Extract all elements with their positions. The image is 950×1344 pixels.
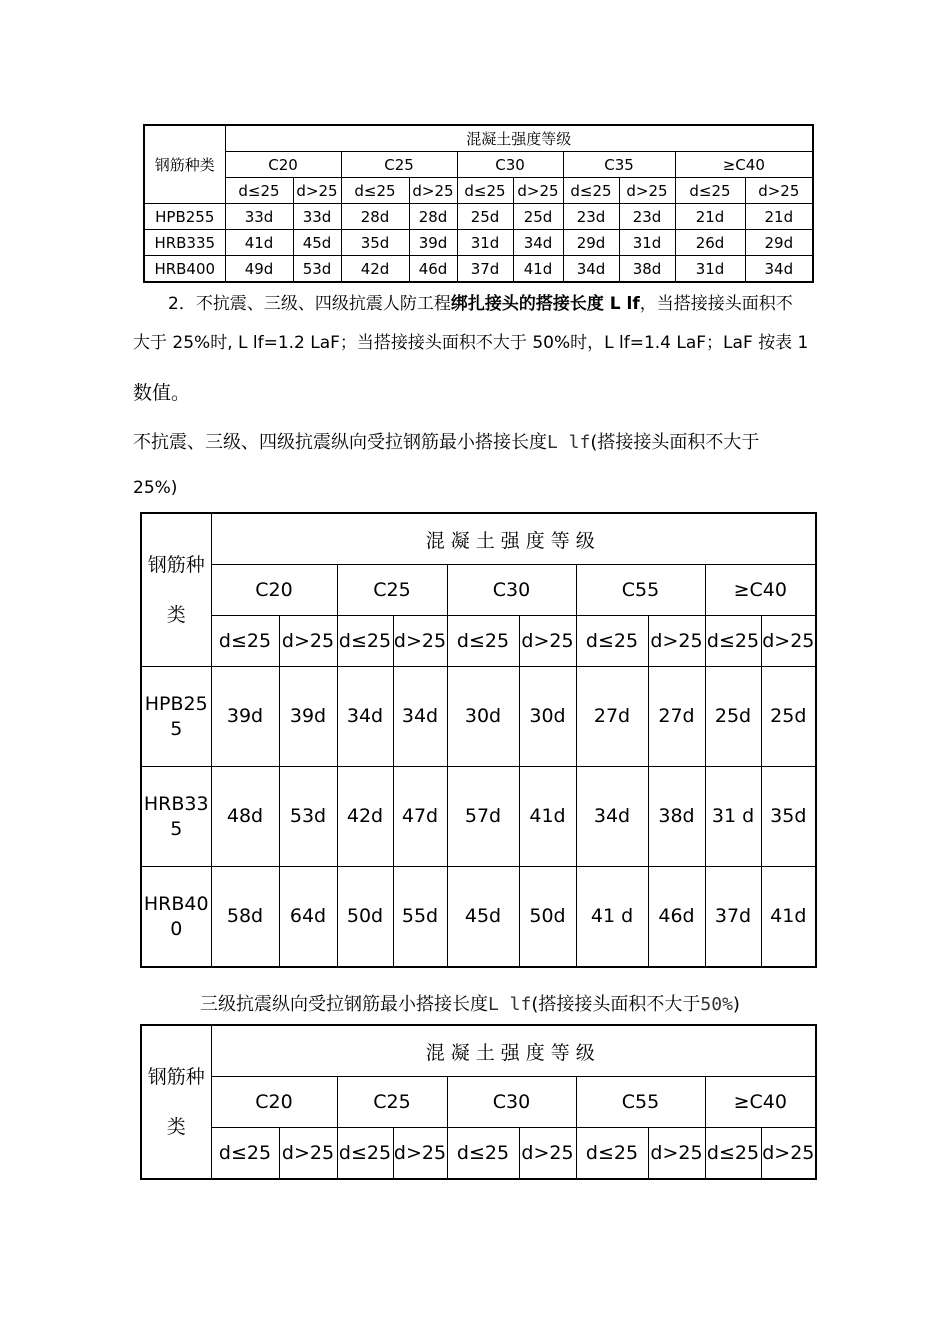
- paragraph-line: [168, 289, 793, 314]
- cell: 46d: [648, 867, 705, 968]
- grade-header: C25: [337, 1077, 447, 1128]
- grade-header: C25: [341, 152, 457, 178]
- title-text: (搭接接头面积不大于: [590, 432, 760, 453]
- sub-header: d≤25: [211, 1128, 279, 1180]
- cell: 41d: [761, 867, 816, 968]
- grade-header: C55: [576, 565, 705, 616]
- cell: 21d: [675, 204, 745, 230]
- row-header: [141, 1025, 211, 1179]
- table-lap-length-3: [140, 1024, 817, 1180]
- sub-header: d>25: [393, 1128, 447, 1180]
- cell: 33d: [293, 204, 341, 230]
- sub-header: d>25: [409, 178, 457, 204]
- cell: 41d: [225, 230, 293, 256]
- steel-type-line: 5: [170, 817, 183, 840]
- sub-header: d>25: [393, 616, 447, 667]
- sub-header: d≤25: [337, 1128, 393, 1180]
- cell: 35d: [761, 767, 816, 867]
- sub-header: d≤25: [675, 178, 745, 204]
- sub-header: d>25: [648, 616, 705, 667]
- cell: 37d: [457, 256, 513, 283]
- cell: 41 d: [576, 867, 648, 968]
- cell: 41d: [513, 256, 563, 283]
- grade-header: ≥C40: [705, 1077, 816, 1128]
- cell: 49d: [225, 256, 293, 283]
- cell: 31d: [675, 256, 745, 283]
- table-title: [200, 990, 740, 1016]
- steel-type: HRB335: [144, 230, 225, 256]
- sub-header: d>25: [761, 616, 816, 667]
- row-header: 钢筋种类: [144, 125, 225, 204]
- group-header: 混凝土强度等级: [211, 513, 816, 565]
- grade-header: C20: [225, 152, 341, 178]
- cell: 33d: [225, 204, 293, 230]
- sub-header: d≤25: [576, 616, 648, 667]
- sub-header: d≤25: [337, 616, 393, 667]
- title-text: (搭接接头面积不大于: [531, 994, 701, 1015]
- table-title: [133, 428, 759, 454]
- cell: 42d: [337, 767, 393, 867]
- sub-header: d≤25: [211, 616, 279, 667]
- cell: 57d: [447, 767, 519, 867]
- cell: 53d: [293, 256, 341, 283]
- grade-header: C20: [211, 565, 337, 616]
- sub-header: d>25: [519, 616, 576, 667]
- sub-header: d≤25: [705, 616, 761, 667]
- sub-header: d≤25: [341, 178, 409, 204]
- cell: 30d: [447, 667, 519, 767]
- group-header: 混凝土强度等级: [225, 125, 813, 152]
- steel-type: HPB255: [144, 204, 225, 230]
- cell: 38d: [648, 767, 705, 867]
- grade-header: C30: [447, 565, 576, 616]
- title-mono: L lf: [547, 432, 591, 453]
- cell: 50d: [337, 867, 393, 968]
- cell: 38d: [619, 256, 675, 283]
- cell: 41d: [519, 767, 576, 867]
- table-lap-length-1: [143, 124, 814, 283]
- table-row: [144, 204, 813, 230]
- title-mono: 50%: [700, 994, 733, 1015]
- paragraph-line: 数值。: [133, 382, 191, 404]
- cell: 42d: [341, 256, 409, 283]
- sub-header: d>25: [619, 178, 675, 204]
- steel-type-line: HPB25: [144, 692, 208, 715]
- cell: 45d: [447, 867, 519, 968]
- cell: 50d: [519, 867, 576, 968]
- steel-type: [141, 867, 211, 968]
- cell: 27d: [576, 667, 648, 767]
- group-header: 混凝土强度等级: [211, 1025, 816, 1077]
- sub-header: d>25: [519, 1128, 576, 1180]
- steel-type: HRB400: [144, 256, 225, 283]
- title-text: 不抗震、三级、四级抗震纵向受拉钢筋最小搭接长度: [133, 432, 547, 453]
- para-text: ，当搭接接头面积不: [639, 294, 793, 314]
- para-bold-text: 绑扎接头的搭接长度 L lf: [450, 294, 640, 314]
- cell: 37d: [705, 867, 761, 968]
- row-header-line: 钢筋种: [147, 1066, 205, 1088]
- table-row: [141, 867, 816, 968]
- row-header-line: 钢筋种: [147, 554, 205, 576]
- cell: 31 d: [705, 767, 761, 867]
- cell: 26d: [675, 230, 745, 256]
- table-row: [144, 256, 813, 283]
- grade-header: C30: [447, 1077, 576, 1128]
- cell: 28d: [341, 204, 409, 230]
- table-row: [141, 767, 816, 867]
- grade-header: C30: [457, 152, 563, 178]
- cell: 21d: [745, 204, 813, 230]
- cell: 48d: [211, 767, 279, 867]
- cell: 34d: [576, 767, 648, 867]
- cell: 23d: [619, 204, 675, 230]
- sub-header: d≤25: [705, 1128, 761, 1180]
- cell: 25d: [457, 204, 513, 230]
- table-row: [144, 230, 813, 256]
- cell: 34d: [393, 667, 447, 767]
- sub-header: d>25: [648, 1128, 705, 1180]
- row-header-line: 类: [166, 604, 186, 626]
- grade-header: C25: [337, 565, 447, 616]
- table-title-cont: 25%): [133, 478, 178, 498]
- title-text: 三级抗震纵向受拉钢筋最小搭接长度: [200, 994, 488, 1015]
- sub-header: d≤25: [563, 178, 619, 204]
- sub-header: d>25: [279, 616, 337, 667]
- sub-header: d>25: [745, 178, 813, 204]
- cell: 34d: [563, 256, 619, 283]
- paragraph-line: 大于 25%时, L lf=1.2 LaF；当搭接接头面积不大于 50%时，L lf=1.4 LaF；LaF 按表 1: [133, 333, 809, 353]
- table-lap-length-2: [140, 512, 817, 968]
- cell: 39d: [211, 667, 279, 767]
- sub-header: d>25: [293, 178, 341, 204]
- cell: 47d: [393, 767, 447, 867]
- cell: 31d: [457, 230, 513, 256]
- grade-header: ≥C40: [705, 565, 816, 616]
- title-mono: L lf: [488, 994, 532, 1015]
- steel-type-line: HRB33: [143, 792, 209, 815]
- row-header: [141, 513, 211, 667]
- cell: 31d: [619, 230, 675, 256]
- cell: 29d: [563, 230, 619, 256]
- steel-type-line: 5: [170, 717, 183, 740]
- cell: 28d: [409, 204, 457, 230]
- cell: 46d: [409, 256, 457, 283]
- para-text: 2．不抗震、三级、四级抗震人防工程: [168, 294, 451, 314]
- steel-type-line: 0: [170, 917, 183, 940]
- cell: 23d: [563, 204, 619, 230]
- cell: 34d: [513, 230, 563, 256]
- cell: 25d: [513, 204, 563, 230]
- sub-header: d>25: [279, 1128, 337, 1180]
- cell: 27d: [648, 667, 705, 767]
- cell: 35d: [341, 230, 409, 256]
- cell: 58d: [211, 867, 279, 968]
- steel-type-line: HRB40: [143, 892, 209, 915]
- cell: 39d: [409, 230, 457, 256]
- sub-header: d>25: [513, 178, 563, 204]
- sub-header: d>25: [761, 1128, 816, 1180]
- steel-type: [141, 667, 211, 767]
- cell: 55d: [393, 867, 447, 968]
- grade-header: C35: [563, 152, 675, 178]
- cell: 30d: [519, 667, 576, 767]
- grade-header: ≥C40: [675, 152, 813, 178]
- title-text: ): [732, 994, 740, 1015]
- grade-header: C20: [211, 1077, 337, 1128]
- cell: 25d: [705, 667, 761, 767]
- cell: 39d: [279, 667, 337, 767]
- sub-header: d≤25: [447, 1128, 519, 1180]
- sub-header: d≤25: [576, 1128, 648, 1180]
- cell: 29d: [745, 230, 813, 256]
- cell: 25d: [761, 667, 816, 767]
- cell: 64d: [279, 867, 337, 968]
- sub-header: d≤25: [447, 616, 519, 667]
- steel-type: [141, 767, 211, 867]
- sub-header: d≤25: [225, 178, 293, 204]
- table-row: [141, 667, 816, 767]
- cell: 53d: [279, 767, 337, 867]
- cell: 34d: [337, 667, 393, 767]
- grade-header: C55: [576, 1077, 705, 1128]
- row-header-line: 类: [166, 1116, 186, 1138]
- cell: 34d: [745, 256, 813, 283]
- cell: 45d: [293, 230, 341, 256]
- sub-header: d≤25: [457, 178, 513, 204]
